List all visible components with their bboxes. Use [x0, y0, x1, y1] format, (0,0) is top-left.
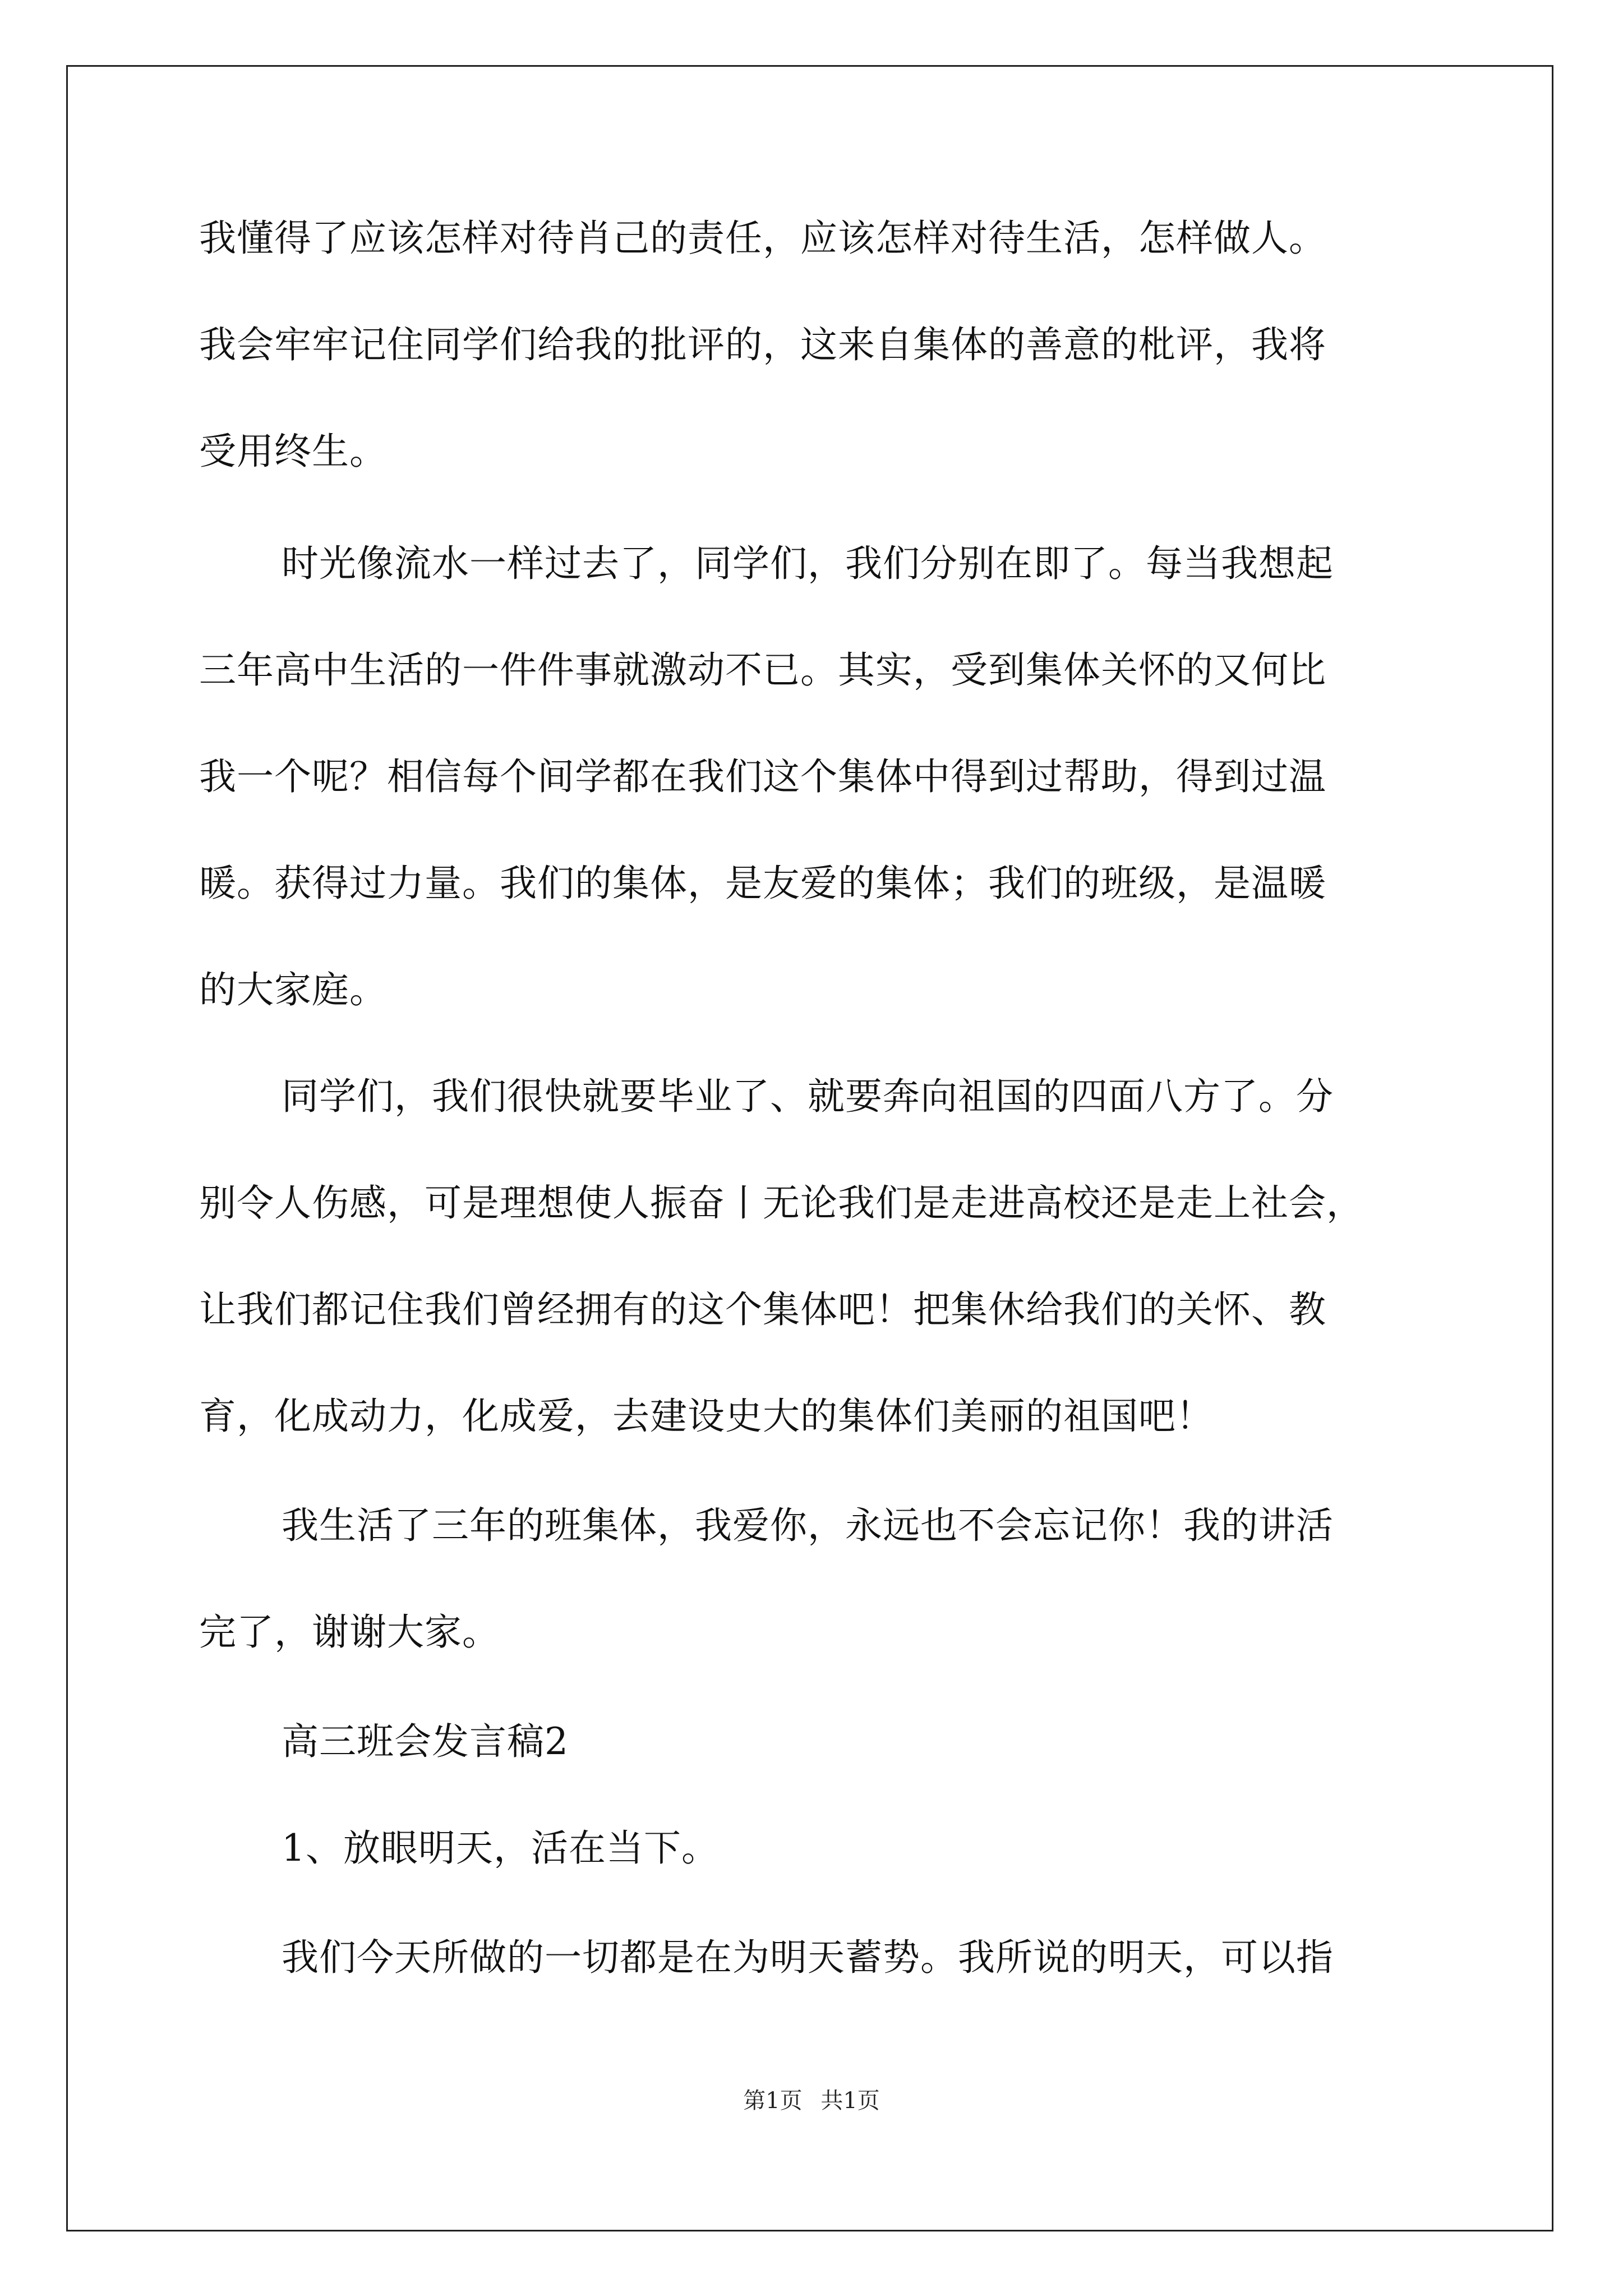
text-line: 我会牢牢记住同学们给我的批评的，这来自集体的善意的枇评，我将: [199, 323, 1326, 366]
text-line: 三年高中生活的一件件事就激动不已。其实，受到集体关怀的又何比: [199, 648, 1326, 692]
text-line: 我一个呢？相信每个间学都在我们这个集体中得到过帮助，得到过温: [199, 755, 1326, 798]
text-line: 暖。获得过力量。我们的集体，是友爱的集体；我们的班级，是温暖: [199, 862, 1326, 905]
text-line: 育，化成动力，化成爱，去建设史大的集体们美丽的祖国吧！: [199, 1395, 1214, 1438]
text-line: 别令人伤感，可是理想使人振奋丨无论我们是走进高校还是走上社会，: [199, 1181, 1364, 1225]
text-line: 受用终生。: [199, 430, 387, 473]
text-line: 我生活了三年的班集体，我爱你，永远也不会忘记你！我的讲活: [282, 1504, 1334, 1547]
section-heading: 高三班会发言稿2: [282, 1720, 569, 1763]
page-frame: [66, 65, 1553, 2231]
text-line: 我们今天所做的一切都是在为明天蓄势。我所说的明天，可以指: [282, 1936, 1334, 1979]
text-line: 我懂得了应该怎样对待肖己的责任，应该怎样对待生活，怎样做人。: [199, 217, 1326, 260]
text-line: 让我们都记住我们曾经拥有的这个集体吧！把集休给我们的关怀、教: [199, 1288, 1326, 1331]
text-line: 时光像流水一样过去了，同学们，我们分别在即了。每当我想起: [282, 542, 1334, 585]
text-line: 完了，谢谢大家。: [199, 1611, 500, 1654]
page-number-total: 共1页: [820, 2088, 880, 2114]
text-line: 的大家庭。: [199, 968, 387, 1011]
text-line: 同学们，我们很快就要毕业了、就要奔向祖国的四面八方了。分: [282, 1075, 1334, 1118]
page-number-current: 第1页: [743, 2088, 803, 2114]
page-footer: [0, 2087, 1623, 2115]
list-item: 1、放眼明天，活在当下。: [282, 1826, 719, 1870]
